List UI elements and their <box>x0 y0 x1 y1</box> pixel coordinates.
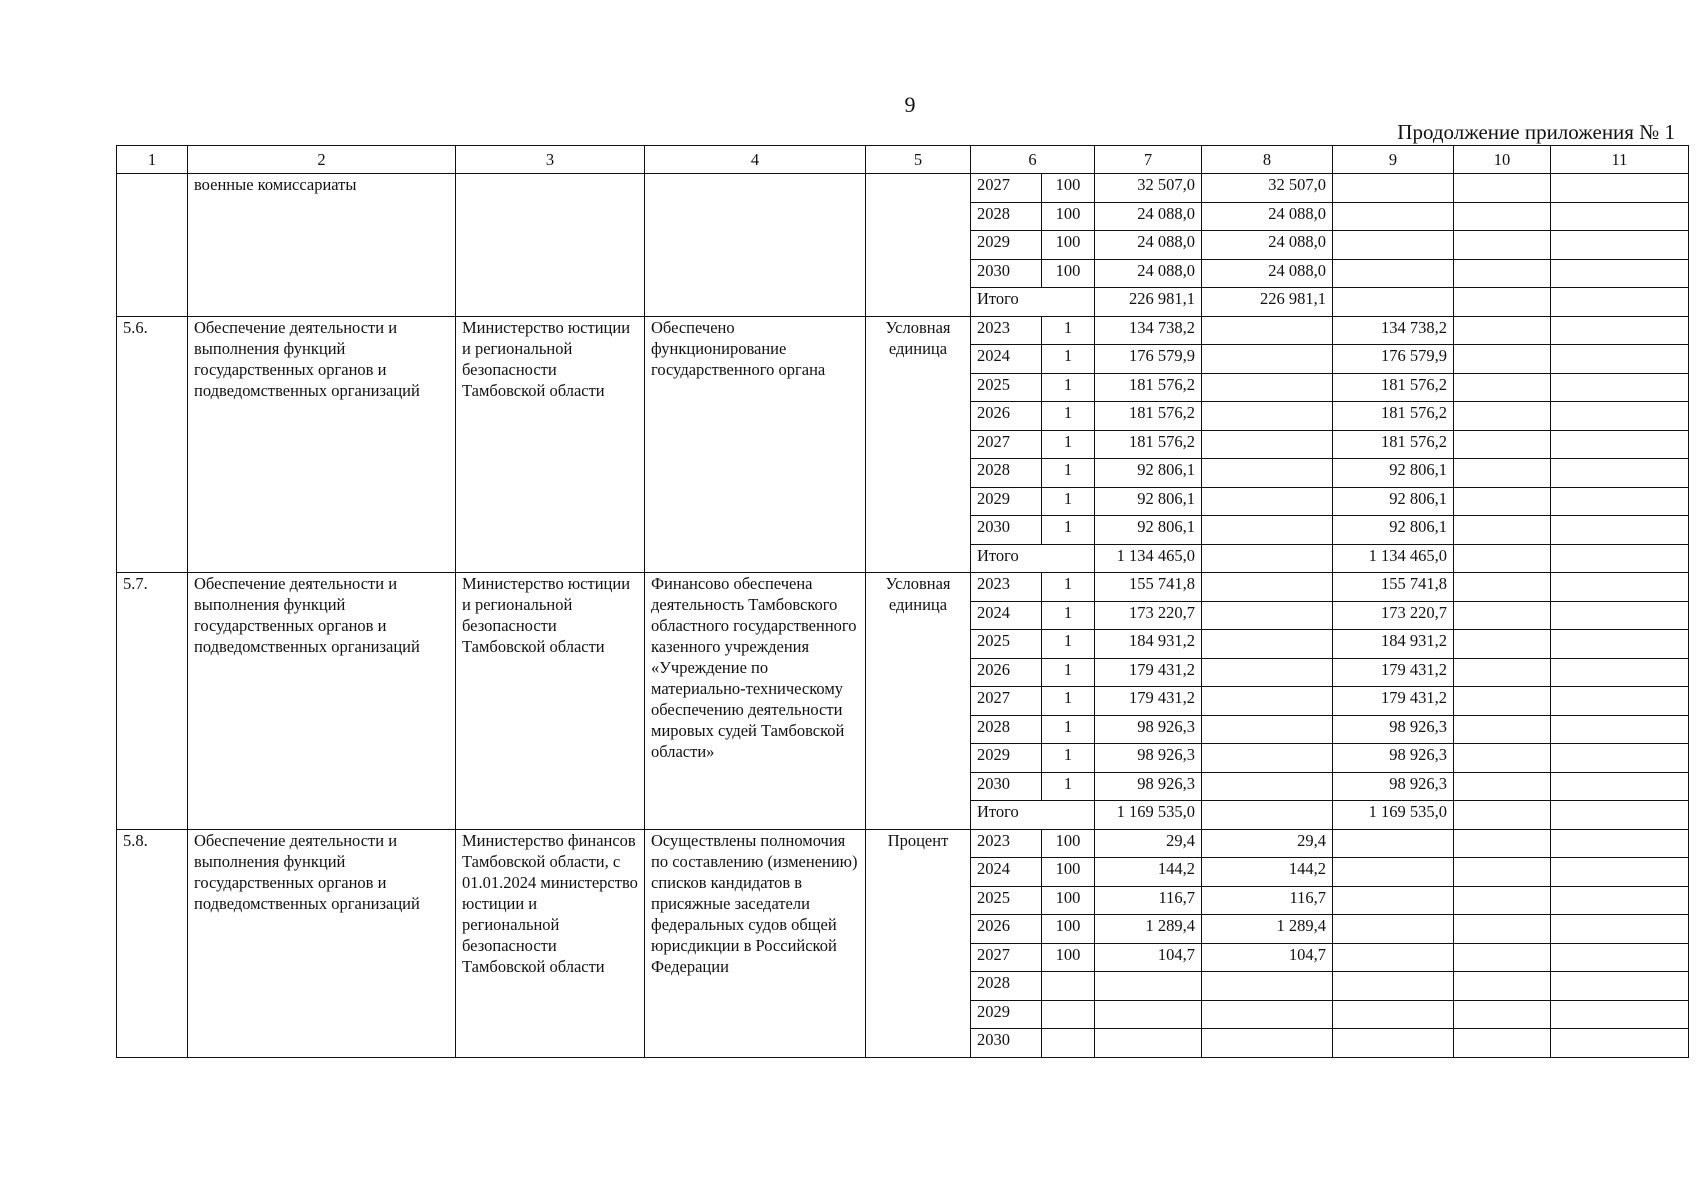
amount-regional: 184 931,2 <box>1333 630 1454 659</box>
year-cell: 2025 <box>971 630 1042 659</box>
indicator-value: 100 <box>1042 829 1095 858</box>
total-local <box>1454 288 1551 317</box>
year-cell: 2024 <box>971 345 1042 374</box>
amount-local <box>1454 174 1551 203</box>
section-code: 5.8. <box>117 829 188 1057</box>
amount-total: 181 576,2 <box>1095 402 1202 431</box>
amount-regional <box>1333 174 1454 203</box>
indicator-value: 1 <box>1042 430 1095 459</box>
year-cell: 2027 <box>971 430 1042 459</box>
amount-total: 92 806,1 <box>1095 487 1202 516</box>
amount-regional: 181 576,2 <box>1333 430 1454 459</box>
amount-other <box>1551 715 1689 744</box>
section-result: Осуществлены полномочия по составлению (изменению) списков кандидатов в присяжные заседатели федеральных судов общей юрисдикции в Российской Федерации <box>645 829 866 1057</box>
amount-other <box>1551 231 1689 260</box>
amount-total: 92 806,1 <box>1095 459 1202 488</box>
indicator-value <box>1042 1029 1095 1058</box>
page-number: 9 <box>904 92 916 117</box>
year-cell: 2026 <box>971 915 1042 944</box>
amount-other <box>1551 202 1689 231</box>
section-name: Обеспечение деятельности и выполнения функций государственных органов и подведомственных организаций <box>188 573 456 830</box>
header-cell-10: 10 <box>1454 146 1551 174</box>
amount-regional <box>1333 259 1454 288</box>
amount-regional <box>1333 886 1454 915</box>
section-code <box>117 174 188 317</box>
amount-regional <box>1333 972 1454 1001</box>
amount-other <box>1551 487 1689 516</box>
amount-total <box>1095 972 1202 1001</box>
year-cell: 2029 <box>971 487 1042 516</box>
year-cell: 2023 <box>971 316 1042 345</box>
year-cell: 2029 <box>971 744 1042 773</box>
amount-total: 179 431,2 <box>1095 687 1202 716</box>
amount-federal: 29,4 <box>1202 829 1333 858</box>
amount-regional <box>1333 858 1454 887</box>
amount-local <box>1454 829 1551 858</box>
section-unit: Процент <box>866 829 971 1057</box>
amount-regional: 176 579,9 <box>1333 345 1454 374</box>
section-name: Обеспечение деятельности и выполнения функций государственных органов и подведомственных организаций <box>188 316 456 573</box>
amount-federal <box>1202 345 1333 374</box>
amount-federal <box>1202 316 1333 345</box>
amount-total: 173 220,7 <box>1095 601 1202 630</box>
year-cell: 2023 <box>971 573 1042 602</box>
total-federal <box>1202 801 1333 830</box>
table-row <box>117 316 1689 345</box>
amount-other <box>1551 174 1689 203</box>
indicator-value: 1 <box>1042 402 1095 431</box>
section-executor <box>456 174 645 317</box>
amount-federal <box>1202 972 1333 1001</box>
amount-local <box>1454 316 1551 345</box>
total-local <box>1454 801 1551 830</box>
section-code: 5.6. <box>117 316 188 573</box>
section-executor: Министерство финансов Тамбовской области, с 01.01.2024 министерство юстиции и региональной безопасности Тамбовской области <box>456 829 645 1057</box>
indicator-value: 1 <box>1042 573 1095 602</box>
header-cell-8: 8 <box>1202 146 1333 174</box>
section-result: Обеспечено функционирование государственного органа <box>645 316 866 573</box>
amount-federal <box>1202 630 1333 659</box>
amount-total: 1 289,4 <box>1095 915 1202 944</box>
amount-local <box>1454 658 1551 687</box>
table-row <box>117 829 1689 858</box>
total-regional <box>1333 288 1454 317</box>
year-cell: 2025 <box>971 373 1042 402</box>
total-other <box>1551 544 1689 573</box>
amount-federal <box>1202 715 1333 744</box>
amount-regional: 179 431,2 <box>1333 687 1454 716</box>
amount-other <box>1551 886 1689 915</box>
total-federal: 226 981,1 <box>1202 288 1333 317</box>
indicator-value: 1 <box>1042 715 1095 744</box>
indicator-value: 1 <box>1042 316 1095 345</box>
amount-federal <box>1202 658 1333 687</box>
amount-total: 181 576,2 <box>1095 373 1202 402</box>
year-cell: 2024 <box>971 858 1042 887</box>
year-cell: 2029 <box>971 1000 1042 1029</box>
year-cell: 2030 <box>971 772 1042 801</box>
amount-federal: 104,7 <box>1202 943 1333 972</box>
amount-local <box>1454 373 1551 402</box>
amount-regional: 98 926,3 <box>1333 744 1454 773</box>
amount-total: 184 931,2 <box>1095 630 1202 659</box>
total-regional: 1 169 535,0 <box>1333 801 1454 830</box>
amount-local <box>1454 972 1551 1001</box>
amount-federal <box>1202 516 1333 545</box>
header-cell-9: 9 <box>1333 146 1454 174</box>
indicator-value: 1 <box>1042 630 1095 659</box>
header-cell-2: 2 <box>188 146 456 174</box>
header-cell-7: 7 <box>1095 146 1202 174</box>
amount-other <box>1551 459 1689 488</box>
indicator-value: 1 <box>1042 345 1095 374</box>
indicator-value: 1 <box>1042 687 1095 716</box>
year-cell: 2028 <box>971 202 1042 231</box>
amount-other <box>1551 972 1689 1001</box>
amount-federal <box>1202 687 1333 716</box>
amount-other <box>1551 259 1689 288</box>
indicator-value: 1 <box>1042 373 1095 402</box>
amount-total: 144,2 <box>1095 858 1202 887</box>
section-name: Обеспечение деятельности и выполнения функций государственных органов и подведомственных организаций <box>188 829 456 1057</box>
amount-local <box>1454 687 1551 716</box>
year-cell: 2027 <box>971 943 1042 972</box>
amount-other <box>1551 430 1689 459</box>
indicator-value: 1 <box>1042 601 1095 630</box>
amount-local <box>1454 516 1551 545</box>
year-cell: 2026 <box>971 402 1042 431</box>
amount-regional <box>1333 943 1454 972</box>
total-other <box>1551 801 1689 830</box>
amount-other <box>1551 345 1689 374</box>
amount-regional <box>1333 829 1454 858</box>
amount-other <box>1551 943 1689 972</box>
amount-other <box>1551 744 1689 773</box>
amount-federal <box>1202 402 1333 431</box>
amount-local <box>1454 430 1551 459</box>
amount-other <box>1551 630 1689 659</box>
indicator-value: 1 <box>1042 658 1095 687</box>
header-cell-6: 6 <box>971 146 1095 174</box>
amount-local <box>1454 630 1551 659</box>
section-result: Финансово обеспечена деятельность Тамбовского областного государственного казенного учреждения «Учреждение по материально-техническому обеспечению деятельности мировых судей Тамбовской области» <box>645 573 866 830</box>
amount-regional <box>1333 231 1454 260</box>
amount-federal <box>1202 487 1333 516</box>
total-amount: 1 169 535,0 <box>1095 801 1202 830</box>
amount-total: 116,7 <box>1095 886 1202 915</box>
section-name: военные комиссариаты <box>188 174 456 317</box>
amount-local <box>1454 1000 1551 1029</box>
amount-total: 134 738,2 <box>1095 316 1202 345</box>
amount-local <box>1454 573 1551 602</box>
amount-regional: 92 806,1 <box>1333 487 1454 516</box>
total-label: Итого <box>971 288 1095 317</box>
amount-total: 24 088,0 <box>1095 259 1202 288</box>
total-other <box>1551 288 1689 317</box>
amount-federal <box>1202 744 1333 773</box>
amount-regional <box>1333 915 1454 944</box>
amount-other <box>1551 829 1689 858</box>
amount-federal <box>1202 573 1333 602</box>
amount-total: 98 926,3 <box>1095 715 1202 744</box>
amount-local <box>1454 459 1551 488</box>
indicator-value: 100 <box>1042 886 1095 915</box>
amount-local <box>1454 487 1551 516</box>
year-cell: 2027 <box>971 174 1042 203</box>
amount-other <box>1551 573 1689 602</box>
indicator-value: 100 <box>1042 943 1095 972</box>
amount-local <box>1454 202 1551 231</box>
amount-total: 98 926,3 <box>1095 744 1202 773</box>
amount-total: 155 741,8 <box>1095 573 1202 602</box>
section-result <box>645 174 866 317</box>
total-label: Итого <box>971 801 1095 830</box>
year-cell: 2025 <box>971 886 1042 915</box>
amount-local <box>1454 345 1551 374</box>
amount-regional: 92 806,1 <box>1333 516 1454 545</box>
total-regional: 1 134 465,0 <box>1333 544 1454 573</box>
year-cell: 2028 <box>971 459 1042 488</box>
amount-regional: 181 576,2 <box>1333 373 1454 402</box>
header-cell-4: 4 <box>645 146 866 174</box>
amount-federal: 116,7 <box>1202 886 1333 915</box>
amount-regional <box>1333 1000 1454 1029</box>
amount-other <box>1551 687 1689 716</box>
amount-local <box>1454 744 1551 773</box>
amount-regional: 173 220,7 <box>1333 601 1454 630</box>
amount-regional: 179 431,2 <box>1333 658 1454 687</box>
section-unit <box>866 174 971 317</box>
header-cell-3: 3 <box>456 146 645 174</box>
total-federal <box>1202 544 1333 573</box>
year-cell: 2023 <box>971 829 1042 858</box>
amount-local <box>1454 231 1551 260</box>
amount-regional: 134 738,2 <box>1333 316 1454 345</box>
year-cell: 2030 <box>971 1029 1042 1058</box>
amount-other <box>1551 772 1689 801</box>
indicator-value: 100 <box>1042 915 1095 944</box>
amount-regional <box>1333 202 1454 231</box>
indicator-value: 1 <box>1042 772 1095 801</box>
appendix-table <box>116 145 1689 1058</box>
amount-other <box>1551 373 1689 402</box>
amount-total: 32 507,0 <box>1095 174 1202 203</box>
year-cell: 2030 <box>971 259 1042 288</box>
table-row <box>117 174 1689 203</box>
year-cell: 2024 <box>971 601 1042 630</box>
header-cell-5: 5 <box>866 146 971 174</box>
amount-federal <box>1202 430 1333 459</box>
amount-local <box>1454 943 1551 972</box>
table-row <box>117 573 1689 602</box>
amount-local <box>1454 858 1551 887</box>
amount-local <box>1454 715 1551 744</box>
amount-other <box>1551 1029 1689 1058</box>
indicator-value: 1 <box>1042 487 1095 516</box>
amount-total: 176 579,9 <box>1095 345 1202 374</box>
amount-total: 29,4 <box>1095 829 1202 858</box>
total-amount: 226 981,1 <box>1095 288 1202 317</box>
amount-other <box>1551 402 1689 431</box>
amount-total: 104,7 <box>1095 943 1202 972</box>
amount-other <box>1551 601 1689 630</box>
amount-local <box>1454 915 1551 944</box>
indicator-value: 1 <box>1042 516 1095 545</box>
total-amount: 1 134 465,0 <box>1095 544 1202 573</box>
amount-federal <box>1202 1029 1333 1058</box>
section-unit: Условная единица <box>866 573 971 830</box>
amount-other <box>1551 658 1689 687</box>
section-code: 5.7. <box>117 573 188 830</box>
amount-total: 179 431,2 <box>1095 658 1202 687</box>
amount-total: 24 088,0 <box>1095 202 1202 231</box>
amount-total: 92 806,1 <box>1095 516 1202 545</box>
amount-total: 181 576,2 <box>1095 430 1202 459</box>
amount-total <box>1095 1029 1202 1058</box>
header-row <box>117 146 1689 174</box>
total-local <box>1454 544 1551 573</box>
section-executor: Министерство юстиции и региональной безопасности Тамбовской области <box>456 316 645 573</box>
indicator-value <box>1042 972 1095 1001</box>
amount-regional: 155 741,8 <box>1333 573 1454 602</box>
amount-regional <box>1333 1029 1454 1058</box>
amount-regional: 98 926,3 <box>1333 715 1454 744</box>
amount-federal <box>1202 373 1333 402</box>
amount-local <box>1454 402 1551 431</box>
header-cell-1: 1 <box>117 146 188 174</box>
amount-other <box>1551 1000 1689 1029</box>
year-cell: 2028 <box>971 715 1042 744</box>
year-cell: 2026 <box>971 658 1042 687</box>
indicator-value: 100 <box>1042 858 1095 887</box>
indicator-value: 100 <box>1042 202 1095 231</box>
amount-total: 98 926,3 <box>1095 772 1202 801</box>
amount-local <box>1454 1029 1551 1058</box>
amount-federal: 144,2 <box>1202 858 1333 887</box>
amount-regional: 92 806,1 <box>1333 459 1454 488</box>
indicator-value: 1 <box>1042 744 1095 773</box>
appendix-continuation-title: Продолжение приложения № 1 <box>1397 120 1675 144</box>
amount-other <box>1551 858 1689 887</box>
amount-federal: 24 088,0 <box>1202 259 1333 288</box>
header-cell-11: 11 <box>1551 146 1689 174</box>
amount-regional: 98 926,3 <box>1333 772 1454 801</box>
indicator-value: 100 <box>1042 231 1095 260</box>
amount-federal <box>1202 1000 1333 1029</box>
amount-local <box>1454 601 1551 630</box>
amount-federal: 24 088,0 <box>1202 231 1333 260</box>
amount-other <box>1551 316 1689 345</box>
total-label: Итого <box>971 544 1095 573</box>
indicator-value: 1 <box>1042 459 1095 488</box>
amount-federal: 1 289,4 <box>1202 915 1333 944</box>
amount-federal <box>1202 772 1333 801</box>
amount-total: 24 088,0 <box>1095 231 1202 260</box>
amount-regional: 181 576,2 <box>1333 402 1454 431</box>
year-cell: 2028 <box>971 972 1042 1001</box>
amount-federal: 24 088,0 <box>1202 202 1333 231</box>
amount-total <box>1095 1000 1202 1029</box>
amount-local <box>1454 259 1551 288</box>
year-cell: 2030 <box>971 516 1042 545</box>
indicator-value <box>1042 1000 1095 1029</box>
section-executor: Министерство юстиции и региональной безопасности Тамбовской области <box>456 573 645 830</box>
section-unit: Условная единица <box>866 316 971 573</box>
year-cell: 2027 <box>971 687 1042 716</box>
amount-local <box>1454 772 1551 801</box>
year-cell: 2029 <box>971 231 1042 260</box>
indicator-value: 100 <box>1042 259 1095 288</box>
indicator-value: 100 <box>1042 174 1095 203</box>
amount-federal: 32 507,0 <box>1202 174 1333 203</box>
amount-other <box>1551 915 1689 944</box>
amount-local <box>1454 886 1551 915</box>
amount-other <box>1551 516 1689 545</box>
amount-federal <box>1202 459 1333 488</box>
amount-federal <box>1202 601 1333 630</box>
